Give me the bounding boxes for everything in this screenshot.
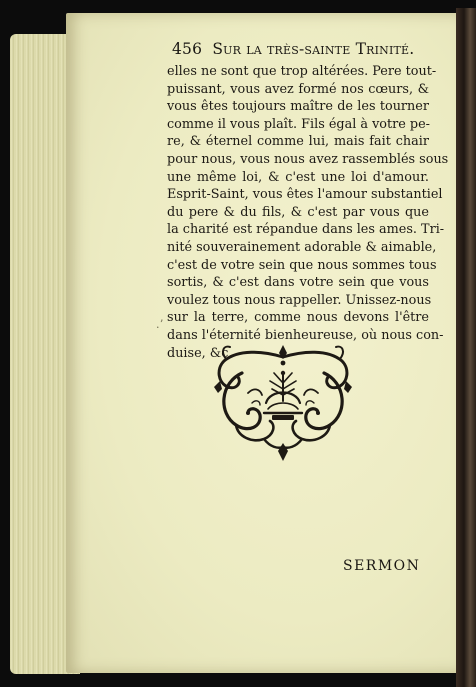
text-line: Esprit-Saint, vous êtes l'amour substantiel	[167, 187, 443, 203]
text-line: dans l'éternité bienheureuse, où nous con-	[167, 327, 444, 343]
text-line: nité souverainement adorable & aimable,	[167, 239, 437, 255]
text-line: puissant, vous avez formé nos cœurs, &	[167, 81, 429, 97]
text-line: elles ne sont que trop altérées. Pere tout-	[167, 64, 437, 79]
running-title: Sur la très-sainte Trinité.	[212, 40, 415, 58]
text-line: pour nous, vous nous avez rassemblés sous	[167, 151, 449, 167]
fleuron-ornament-icon	[208, 343, 358, 461]
text-line: re, & éternel comme lui, mais fait chair	[167, 134, 429, 150]
text-line: du pere & du fils, & c'est par vous que	[167, 204, 429, 220]
text-line: la charité est répandue dans les ames. Tri-	[167, 222, 445, 238]
text-line: voulez tous nous rappeller. Unissez-nous	[167, 292, 432, 308]
text-line: une même loi, & c'est une loi d'amour.	[167, 169, 429, 185]
text-line: vous êtes toujours maître de les tourner	[167, 99, 429, 115]
ink-mark: .ʼ	[156, 318, 163, 331]
page-number: 456	[172, 40, 203, 58]
body-text	[167, 63, 449, 362]
text-line: sortis, & c'est dans votre sein que vous	[167, 275, 429, 291]
text-line: duise, &c.	[167, 345, 233, 361]
text-line: c'est de votre sein que nous sommes tous	[167, 257, 437, 273]
catchword: SERMON	[343, 558, 421, 574]
text-line: sur la terre, comme nous devons l'être	[167, 310, 429, 326]
book-binding-edge	[456, 8, 476, 687]
running-header	[172, 40, 414, 58]
text-line: comme il vous plaît. Fils égal à votre pe-	[167, 116, 431, 132]
